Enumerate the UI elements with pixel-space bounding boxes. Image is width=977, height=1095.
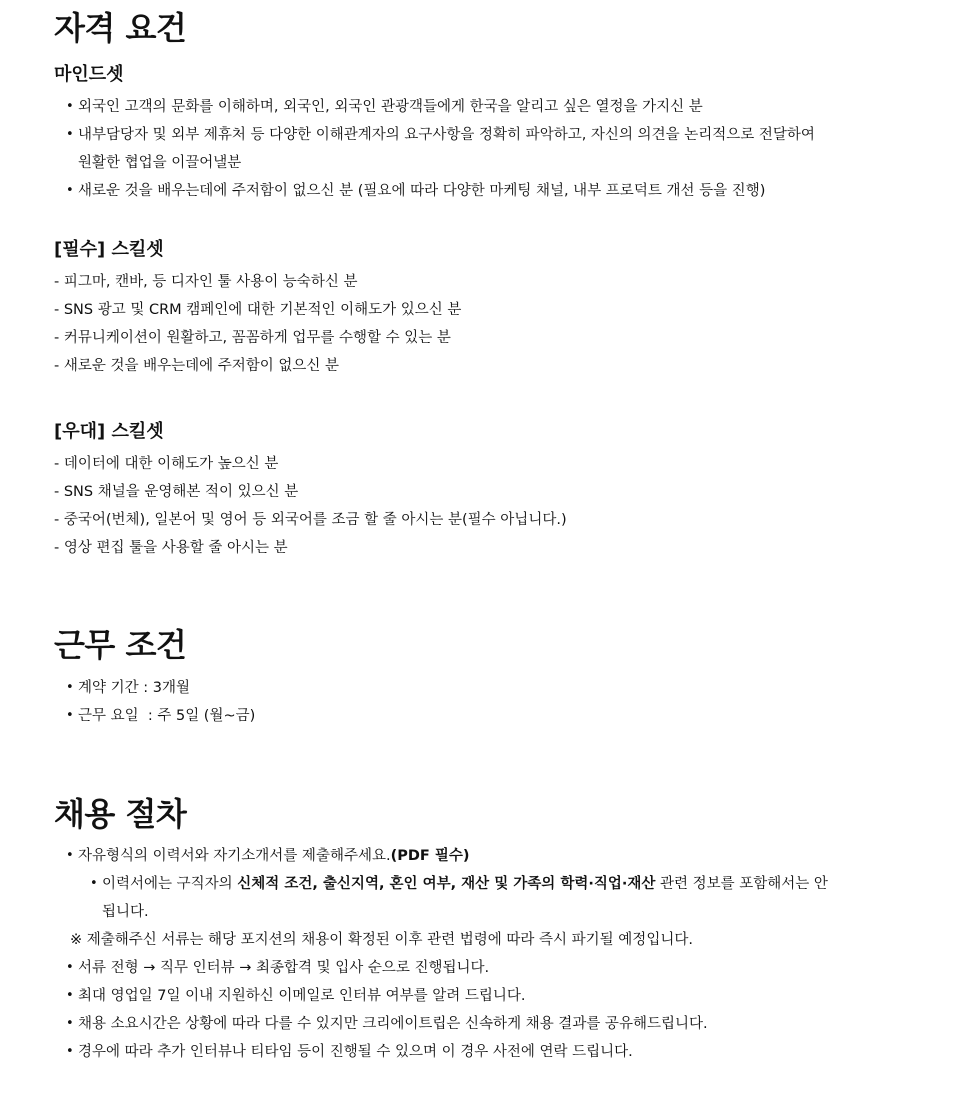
required-skills-list bbox=[54, 268, 461, 380]
list-item: - SNS 채널을 운영해본 적이 있으신 분 bbox=[54, 484, 299, 500]
list-item-continuation: 원활한 협업을 이끌어낼분 bbox=[78, 155, 242, 171]
list-item: - 중국어(번체), 일본어 및 영어 등 외국어를 조금 할 줄 아시는 분(필수 아닙니다.) bbox=[54, 512, 567, 528]
list-item: - 커뮤니케이션이 원활하고, 꼼꼼하게 업무를 수행할 수 있는 분 bbox=[54, 330, 451, 346]
list-item: - 새로운 것을 배우는데에 주저함이 없으신 분 bbox=[54, 358, 340, 374]
conditions-list bbox=[54, 674, 255, 730]
list-item: - 영상 편집 툴을 사용할 줄 아시는 분 bbox=[54, 540, 288, 556]
list-item bbox=[54, 842, 828, 870]
preferred-skills-heading: [우대] 스킬셋 bbox=[54, 421, 164, 442]
process-title: 채용 절차 bbox=[54, 795, 187, 833]
sub-text-prefix: 이력서에는 구직자의 bbox=[102, 876, 238, 892]
sub-text-suffix: 관련 정보를 포함해서는 안 bbox=[655, 876, 828, 892]
list-item: • 경우에 따라 추가 인터뷰나 티타임 등이 진행될 수 있으며 이 경우 사전에 연락 드립니다. bbox=[54, 1038, 828, 1066]
sub-list-item-continuation: 됩니다. bbox=[102, 904, 149, 920]
list-item: - 데이터에 대한 이해도가 높으신 분 bbox=[54, 456, 279, 472]
list-item: - SNS 광고 및 CRM 캠페인에 대한 기본적인 이해도가 있으신 분 bbox=[54, 302, 462, 318]
required-skills-heading: [필수] 스킬셋 bbox=[54, 239, 164, 260]
list-item: - 피그마, 캔바, 등 디자인 툴 사용이 능숙하신 분 bbox=[54, 274, 358, 290]
mindset-list bbox=[54, 93, 815, 205]
list-item: • 외국인 고객의 문화를 이해하며, 외국인, 외국인 관광객들에게 한국을 알리고 싶은 열정을 가지신 분 bbox=[54, 93, 815, 121]
qualifications-title: 자격 요건 bbox=[54, 9, 187, 47]
list-item: • 서류 전형 → 직무 인터뷰 → 최종합격 및 입사 순으로 진행됩니다. bbox=[54, 954, 828, 982]
disposal-note: ※ 제출해주신 서류는 해당 포지션의 채용이 확정된 이후 관련 법령에 따라 즉시 파기될 예정입니다. bbox=[70, 932, 693, 948]
list-item: • 내부담당자 및 외부 제휴처 등 다양한 이해관계자의 요구사항을 정확히 파악하고, 자신의 의견을 논리적으로 전달하여 bbox=[54, 121, 815, 149]
list-item: • 계약 기간 : 3개월 bbox=[54, 674, 255, 702]
list-item: • 채용 소요시간은 상황에 따라 다를 수 있지만 크리에이트립은 신속하게 채용 결과를 공유해드립니다. bbox=[54, 1010, 828, 1038]
preferred-skills-list bbox=[54, 450, 567, 562]
resume-text: 자유형식의 이력서와 자기소개서를 제출해주세요. bbox=[78, 848, 391, 864]
mindset-heading: 마인드셋 bbox=[54, 64, 124, 85]
list-item: • 최대 영업일 7일 이내 지원하신 이메일로 인터뷰 여부를 알려 드립니다. bbox=[54, 982, 828, 1010]
process-list bbox=[54, 842, 828, 1066]
conditions-title: 근무 조건 bbox=[54, 626, 187, 664]
sub-list-item bbox=[54, 870, 828, 898]
sub-text-bold: 신체적 조건, 출신지역, 혼인 여부, 재산 및 가족의 학력·직업·재산 bbox=[237, 876, 656, 892]
resume-bold-text: (PDF 필수) bbox=[390, 848, 470, 864]
list-item: • 새로운 것을 배우는데에 주저함이 없으신 분 (필요에 따라 다양한 마케팅 채널, 내부 프로덕트 개선 등을 진행) bbox=[54, 177, 815, 205]
list-item: • 근무 요일 : 주 5일 (월~금) bbox=[54, 702, 255, 730]
